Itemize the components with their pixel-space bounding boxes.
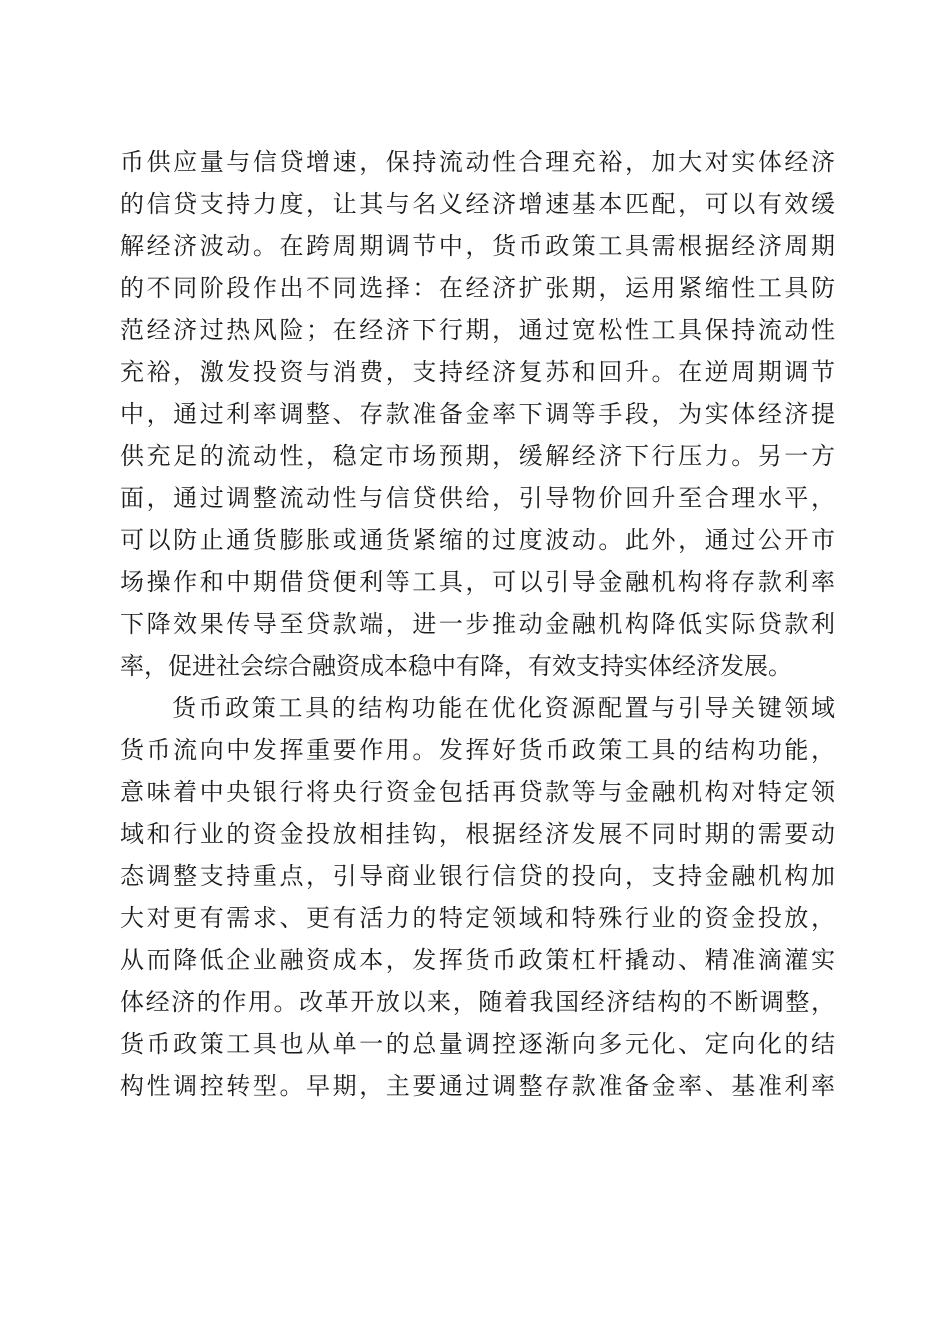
paragraph-2-line: 货币政策工具也从单一的总量调控逐渐向多元化、定向化的结: [120, 1030, 835, 1058]
paragraph-1-line: 充裕，激发投资与消费，支持经济复苏和回升。在逆周期调节: [120, 358, 835, 386]
document-body: [120, 141, 835, 1107]
paragraph-1-line: 范经济过热风险；在经济下行期，通过宽松性工具保持流动性: [120, 316, 835, 344]
paragraph-1-line: 的信贷支持力度，让其与名义经济增速基本匹配，可以有效缓: [120, 190, 835, 218]
paragraph-1-line: 面，通过调整流动性与信贷供给，引导物价回升至合理水平，: [120, 484, 835, 512]
paragraph-2-line: 构性调控转型。早期，主要通过调整存款准备金率、基准利率: [120, 1072, 835, 1100]
paragraph-2-line: 大对更有需求、更有活力的特定领域和特殊行业的资金投放，: [120, 904, 835, 932]
paragraph-1-line: 下降效果传导至贷款端，进一步推动金融机构降低实际贷款利: [120, 610, 835, 638]
paragraph-1-line: 率，促进社会综合融资成本稳中有降，有效支持实体经济发展。: [120, 652, 792, 680]
paragraph-2-line: 体经济的作用。改革开放以来，随着我国经济结构的不断调整，: [120, 988, 835, 1016]
paragraph-2-line: 态调整支持重点，引导商业银行信贷的投向，支持金融机构加: [120, 862, 835, 890]
paragraph-2-line: 意味着中央银行将央行资金包括再贷款等与金融机构对特定领: [120, 778, 835, 806]
paragraph-1-line: 解经济波动。在跨周期调节中，货币政策工具需根据经济周期: [120, 232, 835, 260]
paragraph-1-line: 场操作和中期借贷便利等工具，可以引导金融机构将存款利率: [120, 568, 835, 596]
paragraph-2-line: 域和行业的资金投放相挂钩，根据经济发展不同时期的需要动: [120, 820, 835, 848]
paragraph-1-line: 供充足的流动性，稳定市场预期，缓解经济下行压力。另一方: [120, 442, 835, 470]
paragraph-1-line: 币供应量与信贷增速，保持流动性合理充裕，加大对实体经济: [120, 148, 835, 176]
paragraph-2-line: 从而降低企业融资成本，发挥货币政策杠杆撬动、精准滴灌实: [120, 946, 835, 974]
paragraph-1-line: 中，通过利率调整、存款准备金率下调等手段，为实体经济提: [120, 400, 835, 428]
paragraph-2-line: 货币流向中发挥重要作用。发挥好货币政策工具的结构功能，: [120, 736, 835, 764]
paragraph-1-line: 可以防止通货膨胀或通货紧缩的过度波动。此外，通过公开市: [120, 526, 835, 554]
paragraph-2-line: 货币政策工具的结构功能在优化资源配置与引导关键领域: [172, 694, 835, 722]
paragraph-1-line: 的不同阶段作出不同选择：在经济扩张期，运用紧缩性工具防: [120, 274, 835, 302]
